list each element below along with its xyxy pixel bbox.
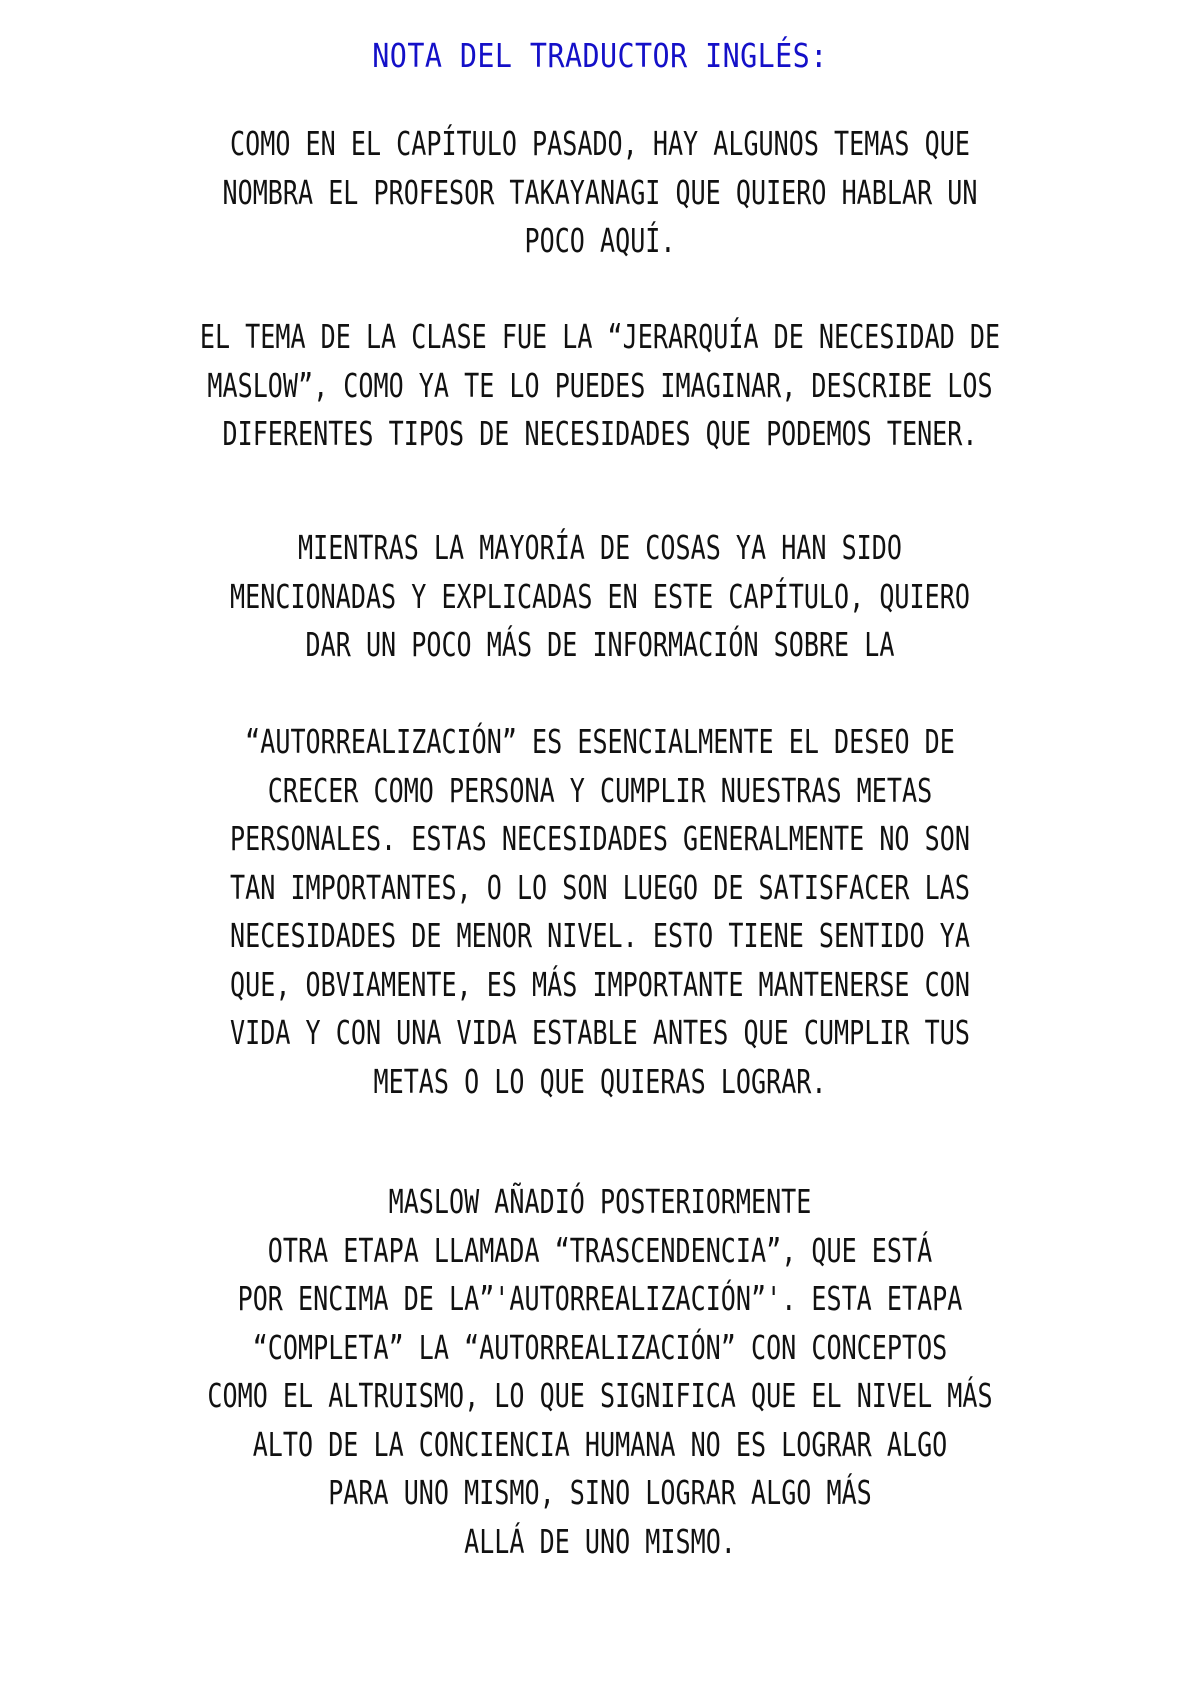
- paragraph-more-info: [144, 524, 1056, 670]
- text-line: PARA UNO MISMO, SINO LOGRAR ALGO MÁS: [328, 1473, 872, 1512]
- text-line: MENCIONADAS Y EXPLICADAS EN ESTE CAPÍTULO, QUIERO: [230, 576, 970, 616]
- text-line: POR ENCIMA DE LA”'AUTORREALIZACIÓN”'. ESTA ETAPA: [237, 1279, 963, 1318]
- text-line: CRECER COMO PERSONA Y CUMPLIR NUESTRAS METAS: [267, 770, 933, 810]
- text-line: “COMPLETA” LA “AUTORREALIZACIÓN” CON CONCEPTOS: [252, 1327, 948, 1367]
- text-line: TAN IMPORTANTES, O LO SON LUEGO DE SATISFACER LAS: [230, 867, 970, 907]
- text-line: COMO EN EL CAPÍTULO PASADO, HAY ALGUNOS TEMAS QUE: [230, 124, 970, 163]
- paragraph-transcendence: [144, 1178, 1056, 1566]
- text-line: PERSONALES. ESTAS NECESIDADES GENERALMENTE NO SON: [230, 819, 970, 858]
- page-title: NOTA DEL TRADUCTOR INGLÉS:: [372, 36, 828, 75]
- text-line: METAS O LO QUE QUIERAS LOGRAR.: [373, 1061, 827, 1101]
- text-line: QUE, OBVIAMENTE, ES MÁS IMPORTANTE MANTENERSE CON: [230, 964, 970, 1004]
- text-line: COMO EL ALTRUISMO, LO QUE SIGNIFICA QUE EL NIVEL MÁS: [207, 1376, 993, 1415]
- text-line: “AUTORREALIZACIÓN” ES ESENCIALMENTE EL DESEO DE: [245, 722, 955, 761]
- text-line: MIENTRAS LA MAYORÍA DE COSAS YA HAN SIDO: [298, 528, 902, 567]
- text-line: OTRA ETAPA LLAMADA “TRASCENDENCIA”, QUE ESTÁ: [267, 1230, 933, 1270]
- text-line: DAR UN POCO MÁS DE INFORMACIÓN SOBRE LA: [305, 625, 895, 664]
- text-line: POCO AQUÍ.: [524, 221, 676, 260]
- text-line: ALTO DE LA CONCIENCIA HUMANA NO ES LOGRAR ALGO: [252, 1424, 948, 1464]
- text-line: EL TEMA DE LA CLASE FUE LA “JERARQUÍA DE NECESIDAD DE: [199, 317, 1001, 356]
- text-line: NECESIDADES DE MENOR NIVEL. ESTO TIENE SENTIDO YA: [230, 916, 970, 955]
- text-line: MASLOW”, COMO YA TE LO PUEDES IMAGINAR, DESCRIBE LOS: [207, 365, 993, 405]
- paragraph-class-topic: [144, 313, 1056, 459]
- text-line: NOMBRA EL PROFESOR TAKAYANAGI QUE QUIERO HABLAR UN: [222, 172, 978, 212]
- text-line: DIFERENTES TIPOS DE NECESIDADES QUE PODEMOS TENER.: [222, 414, 978, 453]
- text-line: VIDA Y CON UNA VIDA ESTABLE ANTES QUE CUMPLIR TUS: [230, 1013, 970, 1052]
- paragraph-previous-chapter: [144, 120, 1056, 266]
- text-line: MASLOW AÑADIÓ POSTERIORMENTE: [388, 1182, 812, 1221]
- paragraph-self-actualization: [144, 718, 1056, 1106]
- text-line: ALLÁ DE UNO MISMO.: [464, 1521, 736, 1561]
